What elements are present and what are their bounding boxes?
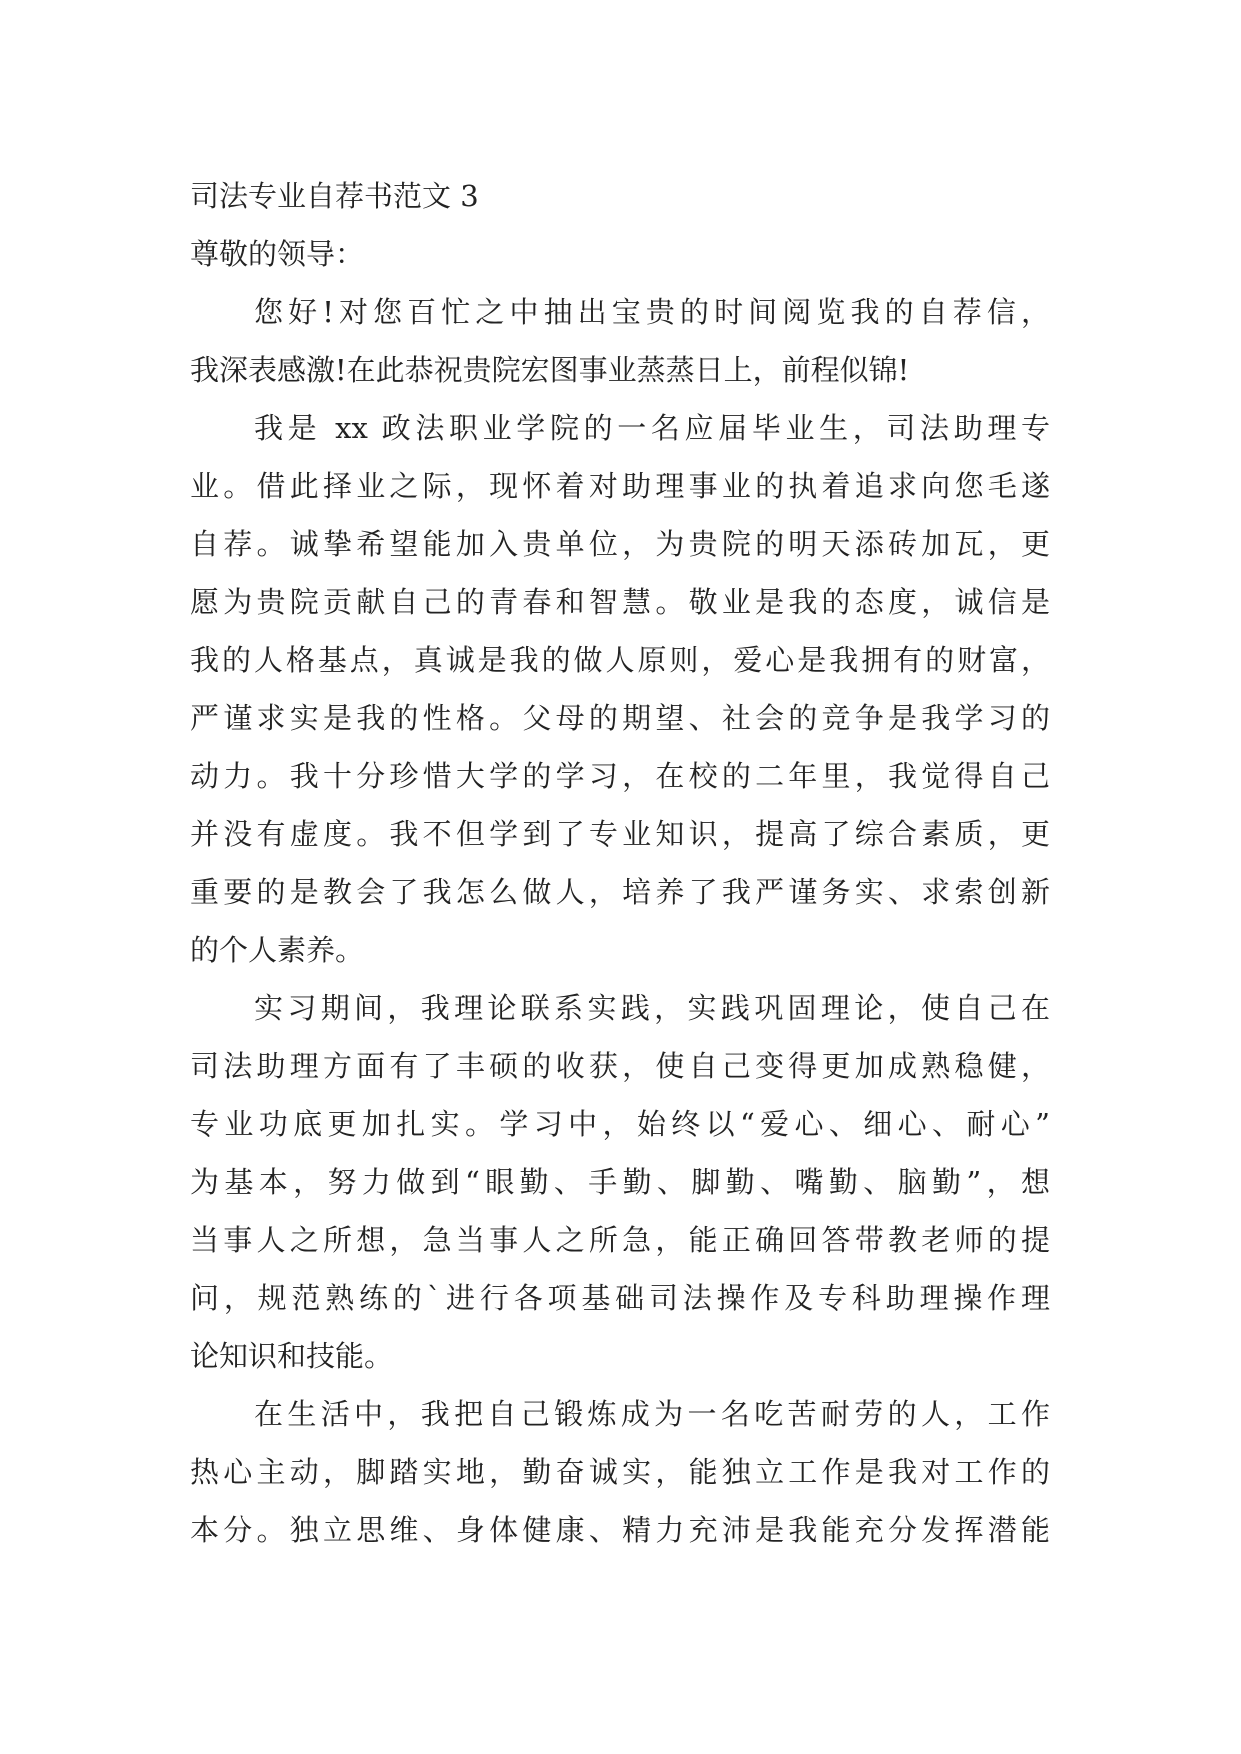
paragraph-line: 的个人素养。 — [190, 933, 365, 967]
paragraph-line: 业。借此择业之际，现怀着对助理事业的执着追求向您毛遂 — [190, 469, 1050, 503]
paragraph-line: 重要的是教会了我怎么做人，培养了我严谨务实、求索创新 — [190, 875, 1050, 909]
paragraph-4 — [190, 1385, 1050, 1559]
paragraph-line: 热心主动，脚踏实地，勤奋诚实，能独立工作是我对工作的 — [190, 1455, 1050, 1489]
paragraph-line: 严谨求实是我的性格。父母的期望、社会的竞争是我学习的 — [190, 701, 1050, 735]
document-title: 司法专业自荐书范文 3 — [190, 179, 479, 213]
paragraph-line: 愿为贵院贡献自己的青春和智慧。敬业是我的态度，诚信是 — [190, 585, 1050, 619]
paragraph-line: 司法助理方面有了丰硕的收获，使自己变得更加成熟稳健， — [190, 1049, 1050, 1083]
paragraph-1 — [190, 283, 1050, 399]
paragraph-line: 当事人之所想，急当事人之所急，能正确回答带教老师的提 — [190, 1223, 1050, 1257]
paragraph-line: 我深表感激!在此恭祝贵院宏图事业蒸蒸日上，前程似锦! — [190, 353, 910, 387]
paragraph-line: 问，规范熟练的`进行各项基础司法操作及专科助理操作理 — [190, 1281, 1050, 1315]
paragraph-line: 本分。独立思维、身体健康、精力充沛是我能充分发挥潜能 — [190, 1513, 1050, 1547]
paragraph-line: 专业功底更加扎实。学习中，始终以“爱心、细心、耐心” — [190, 1107, 1050, 1141]
paragraph-line: 并没有虚度。我不但学到了专业知识，提高了综合素质，更 — [190, 817, 1050, 851]
paragraph-line: 自荐。诚挚希望能加入贵单位，为贵院的明天添砖加瓦，更 — [190, 527, 1050, 561]
paragraph-line: 为基本，努力做到“眼勤、手勤、脚勤、嘴勤、脑勤”，想 — [190, 1165, 1050, 1199]
paragraph-3 — [190, 979, 1050, 1385]
paragraph-line: 您好!对您百忙之中抽出宝贵的时间阅览我的自荐信， — [254, 295, 1050, 329]
paragraph-line: 实习期间，我理论联系实践，实践巩固理论，使自己在 — [254, 991, 1050, 1025]
salutation: 尊敬的领导： — [190, 237, 365, 271]
paragraph-line: 论知识和技能。 — [190, 1339, 394, 1373]
document-body — [190, 167, 1050, 1559]
paragraph-line: 我的人格基点，真诚是我的做人原则，爱心是我拥有的财富， — [190, 643, 1050, 677]
paragraph-line: 在生活中，我把自己锻炼成为一名吃苦耐劳的人，工作 — [254, 1397, 1050, 1431]
paragraph-line: 动力。我十分珍惜大学的学习，在校的二年里，我觉得自己 — [190, 759, 1050, 793]
paragraph-line: 我是 xx 政法职业学院的一名应届毕业生，司法助理专 — [254, 411, 1050, 445]
paragraph-2 — [190, 399, 1050, 979]
